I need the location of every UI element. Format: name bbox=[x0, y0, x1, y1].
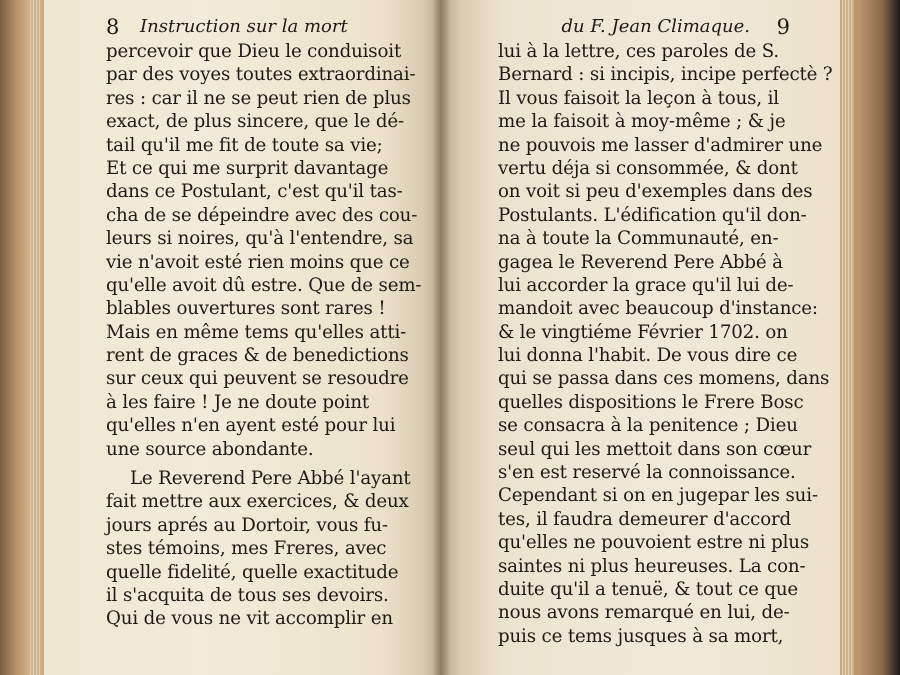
text-line: se consacra à la penitence ; Dieu bbox=[498, 415, 798, 437]
text-line: fait mettre aux exercices, & deux bbox=[106, 491, 409, 513]
left-text-block bbox=[106, 40, 422, 631]
text-line: tes, il faudra demeurer d'accord bbox=[498, 508, 792, 530]
text-line: nous avons remarqué en lui, de- bbox=[498, 602, 790, 624]
text-line: gagea le Reverend Pere Abbé à bbox=[498, 251, 783, 273]
book-gutter bbox=[432, 0, 450, 675]
text-line: duite qu'il a tenuë, & tout ce que bbox=[498, 578, 799, 600]
text-line: Cependant si on en jugepar les sui- bbox=[498, 485, 818, 507]
text-line: Le Reverend Pere Abbé l'ayant bbox=[130, 468, 411, 490]
left-page-number: 8 bbox=[106, 15, 120, 39]
text-line: blables ouvertures sont rares ! bbox=[106, 298, 386, 320]
text-line: res : car il ne se peut rien de plus bbox=[106, 87, 411, 109]
text-line: Bernard : si incipis, incipe perfectè ? bbox=[498, 64, 833, 86]
text-line: exact, de plus sincere, que le dé- bbox=[106, 111, 404, 133]
text-line: qu'elles ne pouvoient estre ni plus bbox=[498, 532, 810, 554]
text-line: qui se passa dans ces momens, dans bbox=[498, 368, 830, 390]
text-line: puis ce tems jusques à sa mort, bbox=[498, 625, 784, 647]
right-text-block bbox=[498, 40, 833, 648]
left-running-head bbox=[106, 14, 400, 40]
text-line: vie n'avoit esté rien moins que ce bbox=[106, 251, 410, 273]
right-page-stack-edge bbox=[840, 0, 900, 675]
right-page bbox=[440, 0, 842, 675]
text-line: saintes ni plus heureuses. La con- bbox=[498, 555, 806, 577]
text-line: lui accorder la grace qu'il lui de- bbox=[498, 274, 794, 296]
text-line: seul qui les mettoit dans son cœur bbox=[498, 438, 812, 460]
text-line: Mais en même tems qu'elles atti- bbox=[106, 321, 407, 343]
text-line: à les faire ! Je ne doute point bbox=[106, 391, 370, 413]
text-line: par des voyes toutes extraordinai- bbox=[106, 64, 416, 86]
text-line: une source abondante. bbox=[106, 438, 314, 460]
text-line: me la faisoit à moy-même ; & je bbox=[498, 111, 786, 133]
text-line: lui à la lettre, ces paroles de S. bbox=[498, 41, 779, 62]
text-line: lui donna l'habit. De vous dire ce bbox=[498, 345, 798, 367]
text-line: stes témoins, mes Freres, avec bbox=[106, 538, 387, 560]
text-line: il s'acquita de tous ses devoirs. bbox=[106, 584, 389, 606]
text-line: Et ce qui me surprit davantage bbox=[106, 157, 389, 179]
right-running-head bbox=[498, 14, 790, 40]
right-running-title: du F. Jean Climaque. bbox=[561, 16, 750, 37]
text-line: mandoit avec beaucoup d'instance: bbox=[498, 298, 818, 320]
text-line: ne pouvois me lasser d'admirer une bbox=[498, 134, 823, 156]
text-line: quelle fidelité, quelle exactitude bbox=[106, 561, 399, 583]
text-line: percevoir que Dieu le conduisoit bbox=[106, 41, 402, 62]
text-line: rent de graces & de benedictions bbox=[106, 345, 409, 367]
text-line: on voit si peu d'exemples dans des bbox=[498, 181, 813, 203]
text-line: s'en est reservé la connoissance. bbox=[498, 462, 796, 484]
left-running-title: Instruction sur la mort bbox=[140, 16, 348, 37]
text-line: Postulants. L'édification qu'il don- bbox=[498, 204, 807, 226]
text-line: na à toute la Communauté, en- bbox=[498, 228, 779, 250]
text-line: qu'elle avoit dû estre. Que de sem- bbox=[106, 274, 422, 296]
text-line: vertu déja si consommée, & dont bbox=[498, 157, 798, 179]
text-line: & le vingtiéme Février 1702. on bbox=[498, 321, 788, 343]
text-line: jours aprés au Dortoir, vous fu- bbox=[106, 514, 388, 536]
text-line: dans ce Postulant, c'est qu'il tas- bbox=[106, 181, 403, 203]
text-line: quelles dispositions le Frere Bosc bbox=[498, 391, 804, 413]
text-line: Il vous faisoit la leçon à tous, il bbox=[498, 87, 779, 109]
text-line: tail qu'il me fit de toute sa vie; bbox=[106, 134, 383, 156]
text-line: sur ceux qui peuvent se resoudre bbox=[106, 368, 409, 390]
right-page-number: 9 bbox=[776, 15, 790, 39]
text-line: qu'elles n'en ayent esté pour lui bbox=[106, 415, 396, 437]
left-page bbox=[44, 0, 440, 675]
text-line: cha de se dépeindre avec des cou- bbox=[106, 204, 418, 226]
left-page-stack-edge bbox=[0, 0, 46, 675]
text-line: leurs si noires, qu'à l'entendre, sa bbox=[106, 228, 414, 250]
text-line: Qui de vous ne vit accomplir en bbox=[106, 608, 393, 630]
